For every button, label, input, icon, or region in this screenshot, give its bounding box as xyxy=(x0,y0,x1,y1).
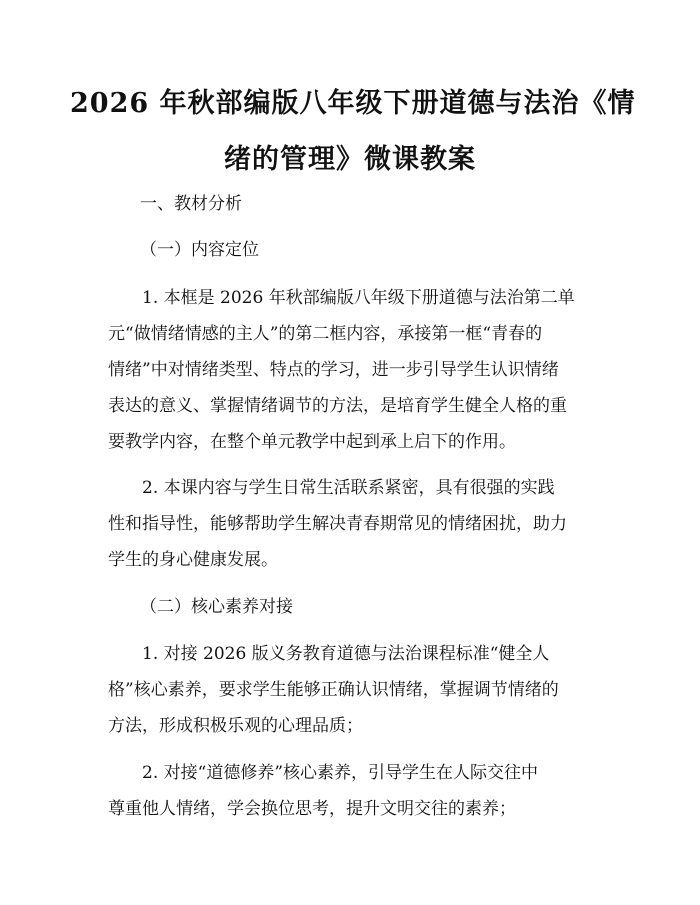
paragraph-line: 学生的身心健康发展。 xyxy=(108,550,278,570)
paragraph-core-literacy-1 xyxy=(108,636,608,744)
paragraph-line: 2. 对接“道德修养”核心素养，引导学生在人际交往中 xyxy=(142,763,539,783)
paragraph-line: 1. 本框是 2026 年秋部编版八年级下册道德与法治第二单 xyxy=(142,288,575,308)
paragraph-line: 情绪”中对情绪类型、特点的学习，进一步引导学生认识情绪 xyxy=(108,360,559,380)
title-line: 绪的管理》微课教案 xyxy=(224,144,476,175)
subsection-heading-content-positioning: （一）内容定位 xyxy=(140,240,259,260)
paragraph-line: 方法，形成积极乐观的心理品质； xyxy=(108,716,363,736)
paragraph-line: 要教学内容，在整个单元教学中起到承上启下的作用。 xyxy=(108,432,516,452)
paragraph-line: 尊重他人情绪，学会换位思考，提升文明交往的素养； xyxy=(108,799,516,819)
paragraph-line: 元“做情绪情感的主人”的第二框内容，承接第一框“青春的 xyxy=(108,324,543,344)
paragraph-line: 2. 本课内容与学生日常生活联系紧密，具有很强的实践 xyxy=(142,478,555,498)
paragraph-line: 表达的意义、掌握情绪调节的方法，是培育学生健全人格的重 xyxy=(108,396,567,416)
section-heading-textbook-analysis: 一、教材分析 xyxy=(140,194,242,214)
title-line: 2026 年秋部编版八年级下册道德与法治《情 xyxy=(70,88,636,119)
paragraph-content-positioning-1 xyxy=(108,280,608,460)
paragraph-core-literacy-2 xyxy=(108,755,608,827)
document-title xyxy=(70,76,636,188)
paragraph-line: 格”核心素养，要求学生能够正确认识情绪，掌握调节情绪的 xyxy=(108,680,559,700)
paragraph-content-positioning-2 xyxy=(108,470,608,578)
paragraph-line: 性和指导性，能够帮助学生解决青春期常见的情绪困扰，助力 xyxy=(108,514,567,534)
paragraph-line: 1. 对接 2026 版义务教育道德与法治课程标准“健全人 xyxy=(142,644,550,664)
subsection-heading-core-literacy: （二）核心素养对接 xyxy=(140,597,293,617)
